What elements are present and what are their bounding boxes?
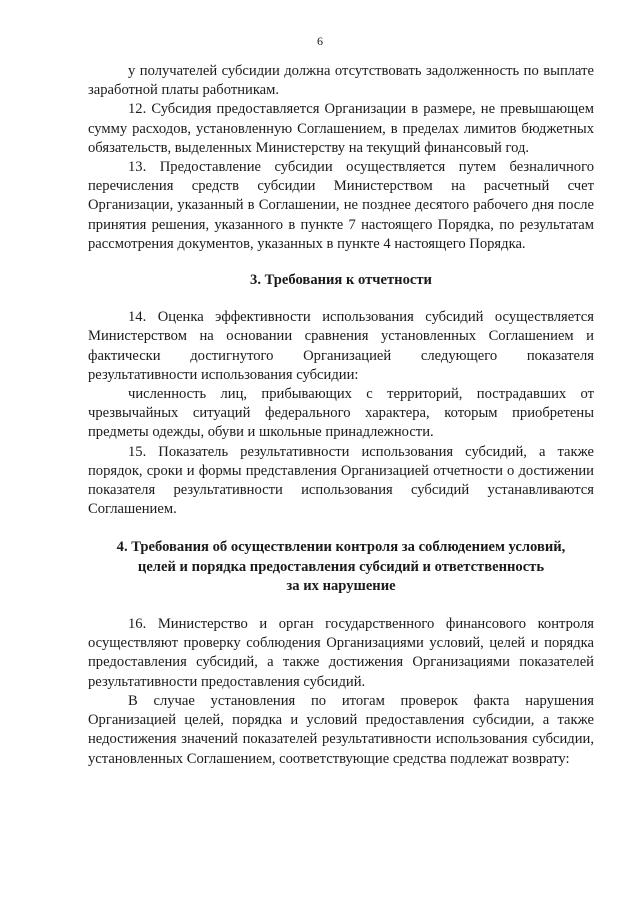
paragraph-11-continuation: у получателей субсидии должна отсутствовать задолженность по выплате заработной платы работникам. xyxy=(88,63,594,99)
page-number: 6 xyxy=(317,34,323,48)
section-4-heading xyxy=(88,538,594,596)
section-4-heading-line: за их нарушение xyxy=(286,577,396,594)
paragraph-12: 12. Субсидия предоставляется Организации в размере, не превышающем сумму расходов, установленную Соглашением, в пределах лимитов бюджетных обязательств, выделенных Министерству на текущий финансовый год. xyxy=(88,101,594,156)
paragraph-15: 15. Показатель результативности использования субсидий, а также порядок, сроки и формы представления Организацией отчетности о достижении показателя результативности использования субсидий устанавливаются Соглашением. xyxy=(88,443,594,518)
paragraph-16-violation: В случае установления по итогам проверок факта нарушения Организацией целей, порядка и условий предоставления субсидии, а также недостижения значений показателей результативности использования субсидии, установленных Соглашением, соответствующие средства подлежат возврату: xyxy=(88,692,594,767)
paragraph-16: 16. Министерство и орган государственного финансового контроля осуществляют проверку соблюдения Организациями условий, целей и порядка предоставления субсидий, а также достижения Организациями показателей результативности предоставления субсидий. xyxy=(88,616,594,690)
section-3-heading: 3. Требования к отчетности xyxy=(250,272,432,289)
paragraph-14: 14. Оценка эффективности использования субсидий осуществляется Министерством на основании сравнения установленных Соглашением и фактически достигнутого Организацией следующего показателя результативности использования субсидии: xyxy=(88,309,594,383)
paragraph-14-indicator: численность лиц, прибывающих с территорий, пострадавших от чрезвычайных ситуаций федерального характера, которым приобретены предметы одежды, обуви и школьные принадлежности. xyxy=(88,386,594,441)
document-body xyxy=(88,62,594,769)
paragraph-13: 13. Предоставление субсидии осуществляется путем безналичного перечисления средств субсидии Министерством на расчетный счет Организации, указанный в Соглашении, не позднее десятого рабочего дня после принятия решения, указанного в пункте 7 настоящего Порядка, по результатам рассмотрения документов, указанных в пункте 4 настоящего Порядка. xyxy=(88,159,594,252)
section-4-heading-line: 4. Требования об осуществлении контроля за соблюдением условий, xyxy=(116,539,566,556)
section-4-heading-line: целей и порядка предоставления субсидий и ответственность xyxy=(137,558,545,575)
